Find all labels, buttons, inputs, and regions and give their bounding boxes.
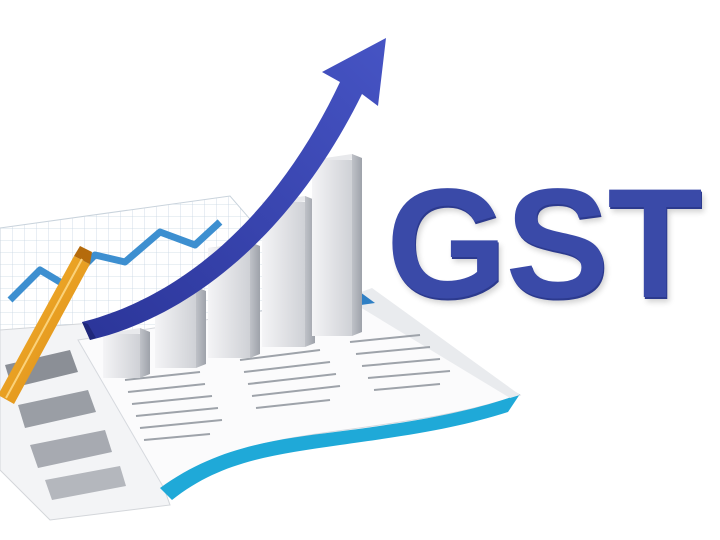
bar-5 <box>312 154 362 336</box>
gst-title: GST <box>386 157 701 331</box>
bar-1 <box>103 328 150 378</box>
